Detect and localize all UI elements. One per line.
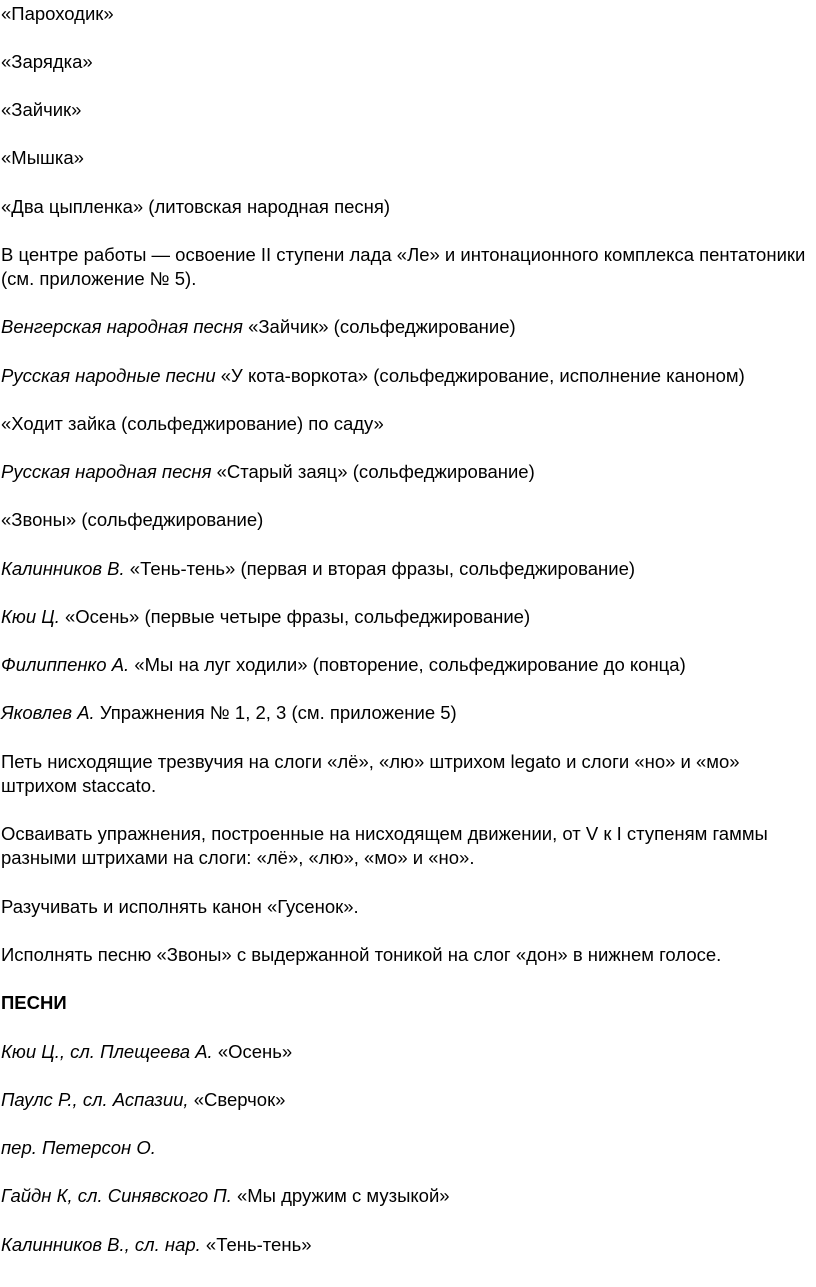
paragraph-18 [1, 895, 811, 919]
paragraph-author: Паулс Р., сл. Аспазии, [1, 1089, 189, 1110]
paragraph-4 [1, 146, 811, 170]
paragraph-text: Исполнять песню «Звоны» с выдержанной тоникой на слог «дон» в нижнем голосе. [1, 944, 722, 965]
paragraph-text: «Осень» (первые четыре фразы, сольфеджирование) [59, 606, 531, 627]
paragraph-text: «Старый заяц» (сольфеджирование) [211, 461, 535, 482]
paragraph-21 [1, 1040, 811, 1064]
paragraph-11 [1, 508, 811, 532]
paragraph-13 [1, 605, 811, 629]
paragraph-author: Яковлев А. [1, 702, 95, 723]
paragraph-text: Разучивать и исполнять канон «Гусенок». [1, 896, 359, 917]
paragraph-text: «Ходит зайка (сольфеджирование) по саду» [1, 413, 384, 434]
paragraph-text: «Тень-тень» (первая и вторая фразы, сольфеджирование) [124, 558, 636, 579]
paragraph-17 [1, 822, 811, 870]
paragraph-text: «У кота-воркота» (сольфеджирование, исполнение каноном) [215, 365, 745, 386]
paragraph-8 [1, 364, 811, 388]
paragraph-16 [1, 750, 811, 798]
paragraph-9 [1, 412, 811, 436]
paragraph-1 [1, 2, 811, 26]
paragraph-5 [1, 195, 811, 219]
paragraph-24 [1, 1184, 811, 1208]
paragraph-author: Кюи Ц. [1, 606, 60, 627]
paragraph-text: Осваивать упражнения, построенные на нисходящем движении, от V к I ступеням гаммы разными штрихами на слоги: «лё», «лю», «мо» и «но». [1, 823, 768, 868]
paragraph-text: «Тень-тень» [200, 1234, 312, 1255]
paragraph-text: «Зайчик» (сольфеджирование) [242, 316, 516, 337]
paragraph-19 [1, 943, 811, 967]
paragraph-text: «Мы на луг ходили» (повторение, сольфеджирование до конца) [129, 654, 686, 675]
section-heading-songs [1, 991, 811, 1015]
paragraph-text: «Пароходик» [1, 3, 114, 24]
paragraph-text: «Зайчик» [1, 99, 82, 120]
paragraph-25 [1, 1233, 811, 1257]
paragraph-author: Русская народные песни [1, 365, 216, 386]
heading-text: ПЕСНИ [1, 992, 67, 1013]
paragraph-text: «Осень» [212, 1041, 293, 1062]
paragraph-text: Петь нисходящие трезвучия на слоги «лё», «лю» штрихом legato и слоги «но» и «мо» штрихом staccato. [1, 751, 740, 796]
paragraph-author: Калинников В. [1, 558, 125, 579]
paragraph-text: Упражнения № 1, 2, 3 (см. приложение 5) [94, 702, 457, 723]
paragraph-15 [1, 701, 811, 725]
paragraph-author: Филиппенко А. [1, 654, 130, 675]
paragraph-2 [1, 50, 811, 74]
paragraph-author: пер. Петерсон О. [1, 1137, 156, 1158]
paragraph-author: Гайдн К, сл. Синявского П. [1, 1185, 232, 1206]
paragraph-text: «Сверчок» [188, 1089, 286, 1110]
paragraph-23 [1, 1136, 811, 1160]
paragraph-text: «Звоны» (сольфеджирование) [1, 509, 264, 530]
paragraph-text: «Мы дружим с музыкой» [231, 1185, 450, 1206]
paragraph-12 [1, 557, 811, 581]
paragraph-text: «Два цыпленка» (литовская народная песня) [1, 196, 391, 217]
paragraph-author: Кюи Ц., сл. Плещеева А. [1, 1041, 213, 1062]
paragraph-22 [1, 1088, 811, 1112]
paragraph-author: Венгерская народная песня [1, 316, 243, 337]
paragraph-10 [1, 460, 811, 484]
paragraph-14 [1, 653, 811, 677]
paragraph-text: «Зарядка» [1, 51, 93, 72]
paragraph-6 [1, 243, 811, 291]
paragraph-3 [1, 98, 811, 122]
paragraph-author: Русская народная песня [1, 461, 212, 482]
paragraph-7 [1, 315, 811, 339]
paragraph-text: «Мышка» [1, 147, 84, 168]
paragraph-author: Калинников В., сл. нар. [1, 1234, 201, 1255]
paragraph-text: В центре работы — освоение II ступени лада «Ле» и интонационного комплекса пентатоники (см. приложение № 5). [1, 244, 806, 289]
